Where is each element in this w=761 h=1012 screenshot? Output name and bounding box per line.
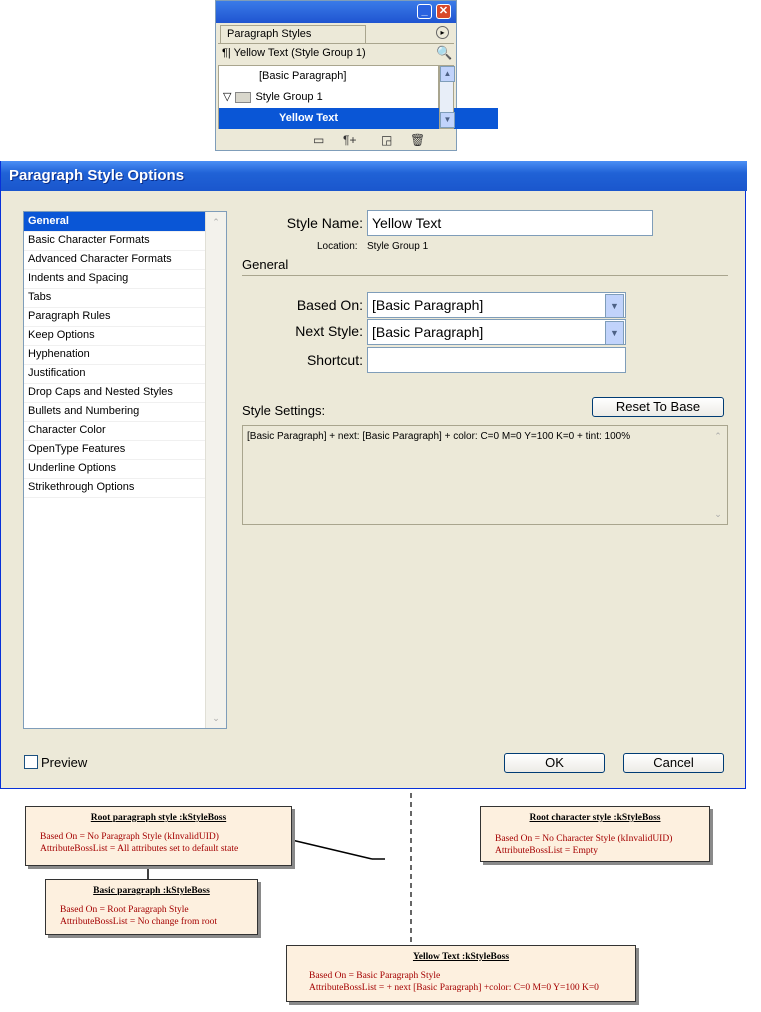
style-item-label: Yellow Text [279, 112, 339, 124]
section-title: General [242, 257, 289, 272]
panel-tab-paragraph-styles[interactable]: Paragraph Styles [220, 25, 366, 43]
nav-item-paragraph-rules[interactable]: Paragraph Rules [24, 307, 210, 327]
note-line: AttributeBossList = Empty [495, 846, 598, 856]
nav-item-drop-caps-and-nested-styles[interactable]: Drop Caps and Nested Styles [24, 383, 210, 403]
disclosure-triangle-icon[interactable]: ▽ [223, 91, 232, 103]
scroll-up-icon[interactable]: ⌃ [714, 431, 722, 441]
scroll-up-icon[interactable]: ▲ [440, 66, 455, 82]
nav-item-underline-options[interactable]: Underline Options [24, 459, 210, 479]
panel-menu-icon[interactable]: ▸ [436, 26, 449, 39]
scroll-down-icon[interactable]: ⌄ [714, 509, 722, 519]
note-title: Yellow Text :kStyleBoss [412, 952, 510, 962]
style-override-icon[interactable]: 🔍 [436, 45, 453, 60]
note-line: AttributeBossList = All attributes set to default state [40, 844, 239, 854]
based-on-value: [Basic Paragraph] [372, 297, 484, 313]
note-line: AttributeBossList = + next [Basic Paragraph] +color: C=0 M=0 Y=100 K=0 [309, 983, 599, 993]
scroll-down-icon[interactable]: ▼ [440, 112, 455, 128]
nav-item-strikethrough-options[interactable]: Strikethrough Options [24, 478, 210, 498]
location-value: Style Group 1 [367, 241, 429, 252]
nav-item-character-color[interactable]: Character Color [24, 421, 210, 441]
note-title: Root paragraph style :kStyleBoss [90, 813, 227, 823]
style-settings-text: [Basic Paragraph] + next: [Basic Paragraph] + color: C=0 M=0 Y=100 K=0 + tint: 100% [247, 431, 631, 442]
scroll-up-icon[interactable]: ⌃ [212, 217, 220, 227]
cancel-button[interactable]: Cancel [623, 753, 724, 773]
scroll-down-icon[interactable]: ⌄ [212, 713, 220, 723]
nav-item-opentype-features[interactable]: OpenType Features [24, 440, 210, 460]
shortcut-label: Shortcut: [306, 352, 363, 368]
current-style-label: Yellow Text (Style Group 1) [233, 47, 366, 59]
chevron-down-icon[interactable]: ▼ [605, 321, 624, 345]
note-line: AttributeBossList = No change from root [60, 917, 218, 927]
yellow-text-note [286, 945, 636, 1002]
new-style-icon[interactable]: ◲ [381, 133, 393, 147]
chevron-down-icon[interactable]: ▼ [605, 294, 624, 318]
nav-item-indents-and-spacing[interactable]: Indents and Spacing [24, 269, 210, 289]
next-style-value: [Basic Paragraph] [372, 324, 484, 340]
nav-item-justification[interactable]: Justification [24, 364, 210, 384]
nav-item-keep-options[interactable]: Keep Options [24, 326, 210, 346]
nav-item-bullets-and-numbering[interactable]: Bullets and Numbering [24, 402, 210, 422]
minimize-button[interactable]: _ [417, 4, 432, 19]
nav-item-tabs[interactable]: Tabs [24, 288, 210, 308]
note-line: Based On = No Paragraph Style (kInvalidUID) [40, 832, 219, 842]
dialog-title: Paragraph Style Options [9, 167, 185, 184]
note-title: Root character style :kStyleBoss [529, 813, 661, 823]
nav-item-hyphenation[interactable]: Hyphenation [24, 345, 210, 365]
next-style-label: Next Style: [295, 323, 363, 339]
style-name-label: Style Name: [286, 215, 363, 231]
note-line: Based On = Basic Paragraph Style [309, 971, 441, 981]
reset-to-base-button[interactable]: Reset To Base [592, 397, 724, 417]
style-name-input[interactable]: Yellow Text [367, 210, 653, 236]
location-label: Location: [317, 241, 358, 252]
close-button[interactable]: ✕ [436, 4, 451, 19]
based-on-label: Based On: [296, 297, 363, 313]
root-character-style-note [480, 806, 710, 862]
style-item-label: [Basic Paragraph] [259, 70, 347, 82]
nav-item-basic-character-formats[interactable]: Basic Character Formats [24, 231, 210, 251]
delete-style-icon[interactable]: 🗑 [410, 133, 426, 147]
paragraph-mark-icon: ¶| [222, 47, 231, 59]
basic-paragraph-note [45, 879, 258, 935]
note-line: Based On = Root Paragraph Style [60, 905, 189, 915]
new-group-icon[interactable]: ▭ [313, 133, 325, 147]
root-paragraph-style-note [25, 806, 292, 866]
ok-button[interactable]: OK [504, 753, 605, 773]
note-line: Based On = No Character Style (kInvalidUID) [495, 834, 673, 844]
nav-item-advanced-character-formats[interactable]: Advanced Character Formats [24, 250, 210, 270]
style-group-label: Style Group 1 [255, 91, 323, 103]
clear-overrides-icon[interactable]: ¶+ [343, 133, 357, 147]
nav-item-general[interactable]: General [24, 212, 210, 232]
note-title: Basic paragraph :kStyleBoss [93, 886, 210, 896]
preview-label: Preview [41, 755, 88, 770]
style-settings-label: Style Settings: [242, 403, 326, 418]
